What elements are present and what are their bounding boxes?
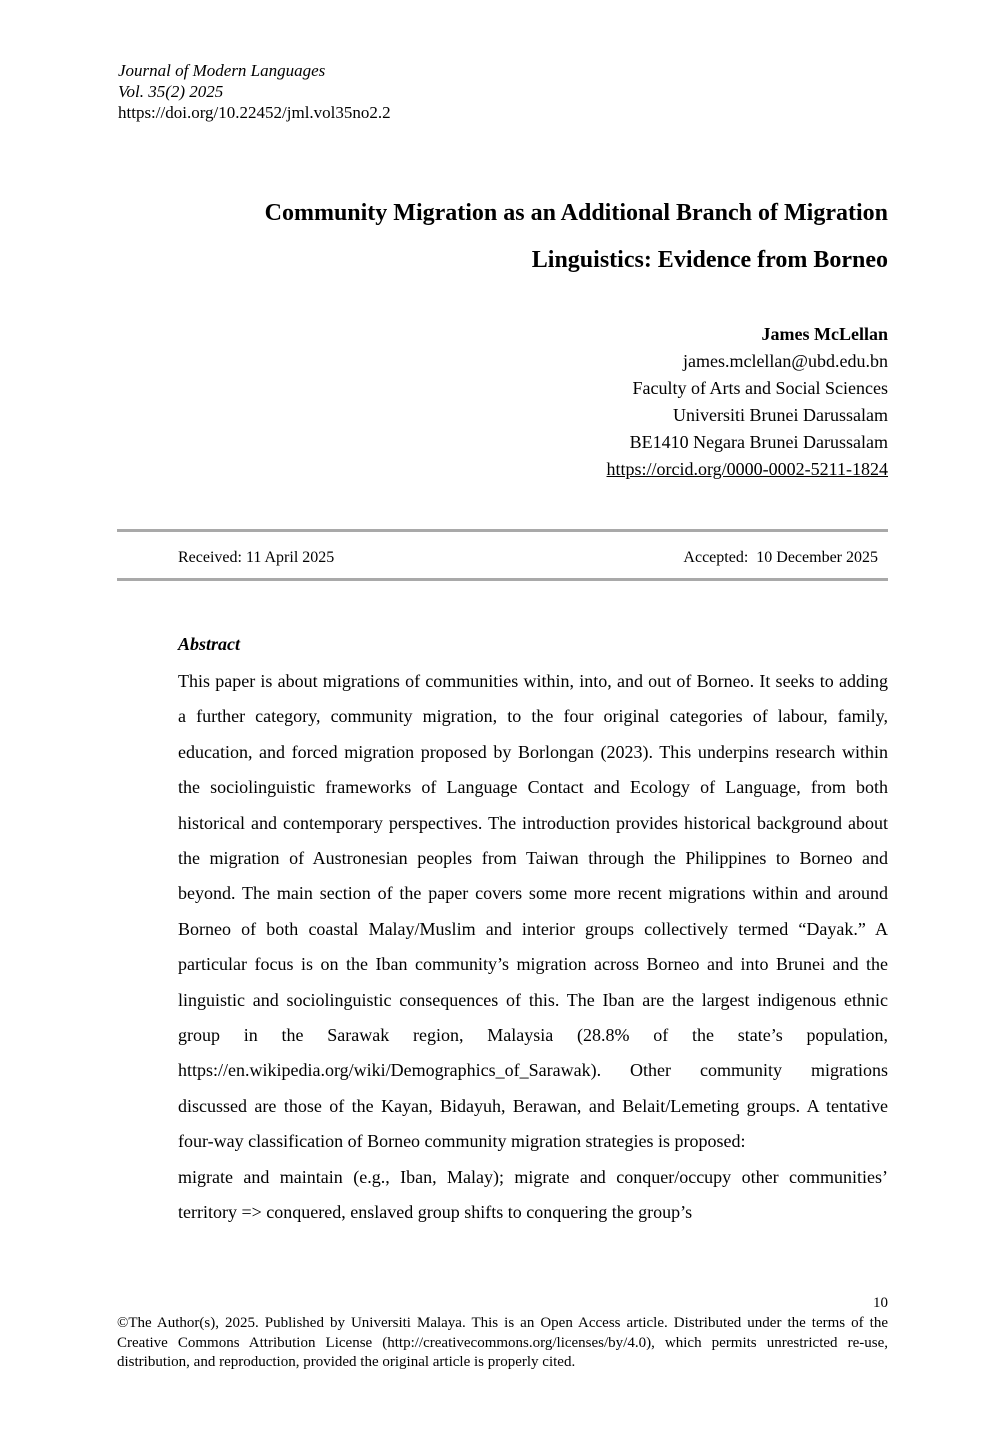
author-address: BE1410 Negara Brunei Darussalam xyxy=(629,432,888,452)
abstract-heading: Abstract xyxy=(178,634,241,654)
author-university: Universiti Brunei Darussalam xyxy=(673,405,888,425)
paper-title: Community Migration as an Additional Branch of Migration Linguistics: Evidence from Borneo xyxy=(264,200,888,273)
author-orcid-link[interactable]: https://orcid.org/0000-0002-5211-1824 xyxy=(606,459,888,479)
abstract-body xyxy=(178,664,888,1231)
abstract-paragraph: migrate and maintain (e.g., Iban, Malay); migrate and conquer/occupy other communities’ territory => conquered, enslaved group shifts to conquering the group’s xyxy=(178,1166,888,1223)
journal-volume: Vol. 35(2) 2025 xyxy=(118,82,224,101)
author-name: James McLellan xyxy=(761,324,888,344)
author-email[interactable]: james.mclellan@ubd.edu.bn xyxy=(682,351,888,371)
journal-name: Journal of Modern Languages xyxy=(118,61,326,80)
journal-doi-link[interactable]: https://doi.org/10.22452/jml.vol35no2.2 xyxy=(118,103,391,122)
author-block xyxy=(607,321,888,483)
journal-info xyxy=(118,60,391,123)
received-date: Received: 11 April 2025 xyxy=(178,549,335,566)
author-faculty: Faculty of Arts and Social Sciences xyxy=(632,378,888,398)
page-number: 10 xyxy=(873,1295,888,1311)
abstract-paragraph: This paper is about migrations of communities within, into, and out of Borneo. It seeks to adding a further category, community migration, to the four original categories of labour, family, education, and forced migration proposed by Borlongan (2023). This underpins research within the sociolinguistic frameworks of Language Contact and Ecology of Language, from both historical and contemporary perspectives. The introduction provides historical background about the migration of Austronesian peoples from Taiwan through the Philippines to Borneo and beyond. The main section of the paper covers some more recent migrations within and around Borneo of both coastal Malay/Muslim and interior groups collectively termed “Dayak.” A particular focus is on the Iban community’s migration across Borneo and into Brunei and the linguistic and sociolinguistic consequences of this. The Iban are the largest indigenous ethnic group in the Sarawak region, Malaysia (28.8% of the state’s population, https://en.wikipedia.org/wiki/Demographics_of_Sarawak). Other community migrations discussed are those of the Kayan, Bidayuh, Berawan, and Belait/Lemeting groups. A tentative four-way classification of Borneo community migration strategies is proposed: xyxy=(178,671,888,1152)
license-notice: ©The Author(s), 2025. Published by Universiti Malaya. This is an Open Access article. Distributed under the terms of the Creative Commons Attribution License (http://creativecommons.org/licenses/by/4.0), which permits unrestricted re-use, distribution, and reproduction, provided the original article is properly cited. xyxy=(117,1315,888,1370)
divider-bottom xyxy=(117,578,888,581)
divider-top xyxy=(117,529,888,532)
accepted-date: Accepted: 10 December 2025 xyxy=(683,549,878,566)
dates-row xyxy=(178,548,878,568)
